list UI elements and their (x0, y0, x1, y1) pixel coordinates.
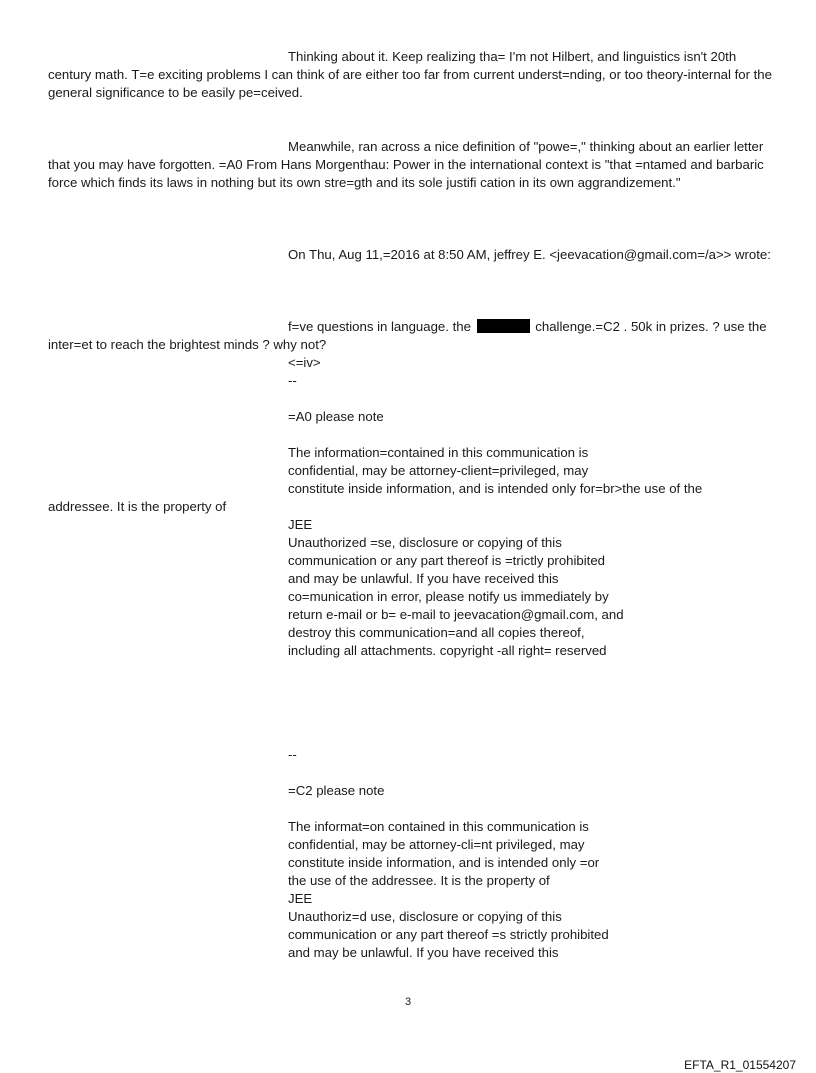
five-questions-text-start: f=ve questions in language. the (288, 319, 471, 334)
disclaimer-jee: JEE (288, 891, 313, 906)
disclaimer-jee: JEE (288, 517, 313, 532)
five-questions-text-end: challenge.=C2 . 50k in prizes. ? use the inter=et to reach the brightest minds ? why not? (48, 319, 767, 352)
disclaimer-copyright-line: including all attachments. copyright -all right= reserved (288, 643, 607, 658)
paragraph-five-questions (48, 318, 778, 354)
disclaimer-line: confidential, may be attorney-client=privileged, may (288, 463, 589, 478)
div-tag-line: <=iv> (288, 355, 321, 370)
disclaimer-addressee-line: addressee. It is the property of (48, 499, 227, 514)
disclaimer-line: The informat=on contained in this communication is (288, 819, 589, 834)
disclaimer-line: the use of the addressee. It is the property of (288, 873, 550, 888)
please-note-heading: =A0 please note (288, 409, 384, 424)
disclaimer-line: The information=contained in this communication is (288, 445, 589, 460)
second-disclaimer (288, 746, 728, 962)
disclaimer-line: co=munication in error, please notify us immediately by (288, 589, 609, 604)
disclaimer-line: constitute inside information, and is intended only =or (288, 855, 600, 870)
disclaimer-line: Unauthoriz=d use, disclosure or copying of this (288, 909, 562, 924)
disclaimer-line: confidential, may be attorney-cli=nt privileged, may (288, 837, 585, 852)
disclaimer-line: and may be unlawful. If you have received this (288, 945, 559, 960)
disclaimer-email-line: return e-mail or b= e-mail to jeevacation@gmail.com, and (288, 607, 624, 622)
redaction-box (477, 319, 530, 333)
paragraph-hilbert: Thinking about it. Keep realizing tha= I'm not Hilbert, and linguistics isn't 20th century math. T=e exciting problems I can think of are either too far from current underst=nding, or too theory-internal for the general significance to be easily pe=ceived. (48, 49, 772, 100)
signature-separator: -- (288, 373, 297, 388)
paragraph-morgenthau: Meanwhile, ran across a nice definition of "powe=," thinking about an earlier letter that you may have forgotten. =A0 From Hans Morgenthau: Power in the international context is "that =ntamed and barbaric force which finds its laws in nothing but its own stre=gth and its sole justifi cation in its own aggrandizement." (48, 139, 764, 190)
disclaimer-line: constitute inside information, and is intended only for=br>the use of the (288, 481, 703, 496)
disclaimer-line: communication or any part thereof is =trictly prohibited (288, 553, 606, 568)
disclaimer-line: and may be unlawful. If you have received this (288, 571, 559, 586)
signature-separator: -- (288, 747, 297, 762)
disclaimer-line: destroy this communication=and all copies thereof, (288, 625, 585, 640)
first-disclaimer-continued (288, 516, 728, 660)
bates-number: EFTA_R1_01554207 (684, 1058, 796, 1072)
disclaimer-line: communication or any part thereof =s strictly prohibited (288, 927, 609, 942)
page-number: 3 (404, 996, 412, 1008)
please-note-heading: =C2 please note (288, 783, 385, 798)
paragraph-quote-header: On Thu, Aug 11,=2016 at 8:50 AM, jeffrey E. <jeevacation@gmail.com=/a>> wrote: (288, 247, 771, 262)
disclaimer-line: Unauthorized =se, disclosure or copying of this (288, 535, 562, 550)
first-disclaimer (288, 354, 728, 498)
